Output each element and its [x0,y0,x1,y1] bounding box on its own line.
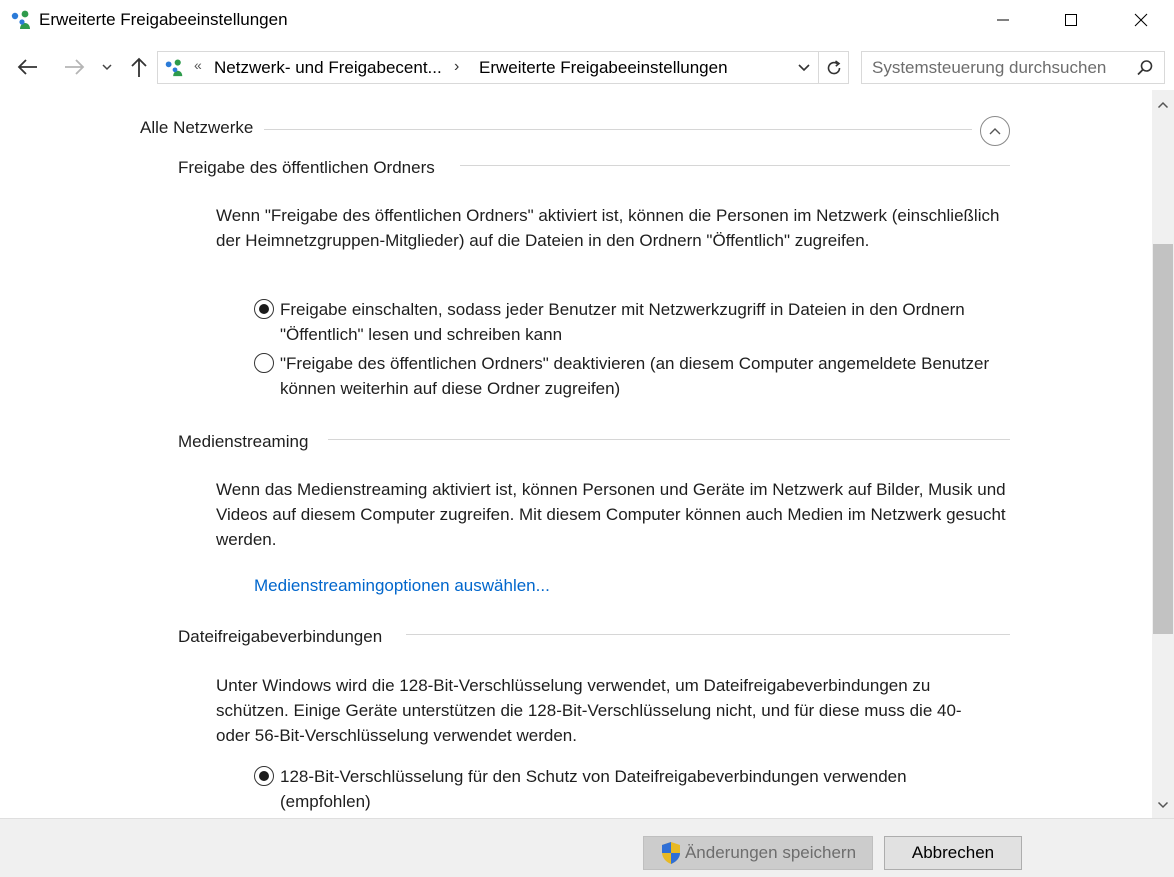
title-bar [0,0,1174,40]
radio-button[interactable] [254,766,274,786]
navigation-bar [0,44,1174,90]
arrow-right-icon [63,58,85,76]
cancel-label: Abbrechen [911,843,995,862]
arrow-left-icon [17,58,39,76]
divider [406,634,1010,635]
breadcrumb-separator[interactable]: › [454,58,460,75]
cancel-button[interactable] [884,836,1022,870]
address-dropdown-button[interactable] [790,52,818,83]
media-streaming-options-link[interactable]: Medienstreamingoptionen auswählen... [254,576,550,595]
scroll-up-button[interactable] [1152,94,1174,116]
chevron-down-icon [1157,801,1169,809]
chevron-down-icon [101,63,113,71]
maximize-icon [1063,12,1079,28]
search-icon[interactable] [1136,59,1154,77]
uac-shield-icon [660,841,682,865]
refresh-icon [825,59,843,77]
footer-bar [0,818,1174,877]
radio-option-128bit-encryption[interactable] [254,764,954,814]
scroll-down-button[interactable] [1152,794,1174,816]
network-sharing-icon [164,58,186,78]
close-button[interactable] [1112,0,1170,40]
back-button[interactable] [12,52,44,82]
section-title-public-folder: Freigabe des öffentlichen Ordners [178,158,435,177]
window-title: Erweiterte Freigabeeinstellungen [39,10,288,29]
save-changes-button[interactable] [643,836,873,870]
refresh-button[interactable] [819,51,849,84]
collapse-button[interactable] [980,116,1010,146]
radio-option-public-folder-on[interactable] [254,297,1014,347]
minimize-button[interactable] [974,0,1032,40]
minimize-icon [995,12,1011,28]
search-placeholder: Systemsteuerung durchsuchen [872,58,1107,77]
search-input[interactable] [861,51,1165,84]
settings-content [0,90,1152,818]
divider [328,439,1010,440]
radio-selected-dot [259,771,269,781]
forward-button[interactable] [58,52,90,82]
breadcrumb-advanced-sharing[interactable]: Erweiterte Freigabeeinstellungen [479,58,728,77]
radio-button[interactable] [254,299,274,319]
network-sharing-icon [10,9,34,31]
section-title-file-sharing-connections: Dateifreigabeverbindungen [178,627,383,646]
recent-locations-button[interactable] [98,52,116,82]
group-title-all-networks: Alle Netzwerke [140,118,254,137]
radio-label[interactable]: "Freigabe des öffentlichen Ordners" deaktivieren (an diesem Computer angemeldete Benutzer können weiterhin auf diese Ordner zugreifen) [280,354,990,398]
breadcrumb-network-center[interactable]: Netzwerk- und Freigabecent... [214,58,442,77]
radio-option-public-folder-off[interactable] [254,351,1014,401]
chevron-down-icon [797,63,811,72]
close-icon [1133,12,1149,28]
address-bar[interactable] [157,51,819,84]
scrollbar-thumb[interactable] [1153,244,1173,634]
breadcrumb-overflow[interactable]: « [194,57,202,73]
radio-label[interactable]: 128-Bit-Verschlüsselung für den Schutz von Dateifreigabeverbindungen verwenden (empfohlen) [280,767,907,811]
section-description-public-folder: Wenn "Freigabe des öffentlichen Ordners" aktiviert ist, können die Personen im Netzwerk (einschließlich der Heimnetzgruppen-Mitglieder) auf die Dateien in den Ordnern "Öffentlich" zugreifen. [216,206,1000,250]
vertical-scrollbar[interactable] [1152,90,1174,818]
arrow-up-icon [130,56,148,78]
chevron-up-icon [988,127,1002,136]
up-button[interactable] [124,52,154,82]
section-description-media-streaming: Wenn das Medienstreaming aktiviert ist, können Personen und Geräte im Netzwerk auf Bilder, Musik und Videos auf diesem Computer zugreifen. Mit diesem Computer können auch Medien im Netzwerk gesucht werden. [216,480,1006,549]
maximize-button[interactable] [1042,0,1100,40]
radio-selected-dot [259,304,269,314]
radio-button[interactable] [254,353,274,373]
divider [264,129,972,130]
section-description-file-sharing-connections: Unter Windows wird die 128-Bit-Verschlüsselung verwendet, um Dateifreigabeverbindungen zu schützen. Einige Geräte unterstützen die 128-Bit-Verschlüsselung nicht, und für diese muss die 40- oder 56-Bit-Verschlüsselung verwendet werden. [216,676,962,745]
chevron-up-icon [1157,101,1169,109]
section-title-media-streaming: Medienstreaming [178,432,309,451]
divider [460,165,1010,166]
save-changes-label: Änderungen speichern [684,843,857,862]
radio-label[interactable]: Freigabe einschalten, sodass jeder Benutzer mit Netzwerkzugriff in Dateien in den Ordnern "Öffentlich" lesen und schreiben kann [280,300,965,344]
